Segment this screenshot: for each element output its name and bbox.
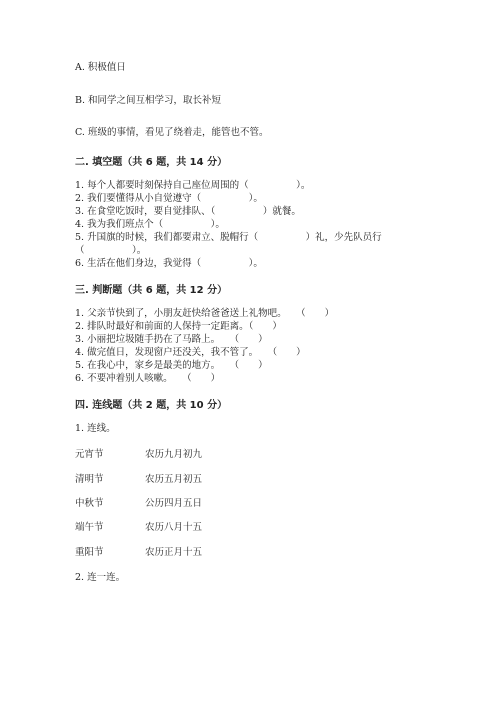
- fill-item: 2. 我们要懂得从小自觉遵守（ ）。: [75, 193, 263, 204]
- fill-item: 3. 在食堂吃饭时，要自觉排队、（ ）就餐。: [75, 206, 301, 217]
- match-right-item: 农历正月十五: [145, 547, 203, 558]
- judgment-item: 3. 小丽把垃圾随手扔在了马路上。 （ ）: [75, 334, 268, 345]
- match-left-item: 端午节: [75, 522, 104, 533]
- judgment-item: 5. 在我心中，家乡是最美的地方。 （ ）: [75, 360, 268, 371]
- match-left-item: 重阳节: [75, 547, 104, 558]
- fill-item: 4. 我为我们班点个（ ）。: [75, 219, 225, 230]
- section-heading-matching: 四. 连线题（共 2 题，共 10 分）: [75, 400, 228, 411]
- match-left-item: 中秋节: [75, 498, 104, 509]
- choice-a: A. 积极值日: [75, 62, 126, 73]
- match-right-item: 农历八月十五: [145, 522, 203, 533]
- section-heading-judgment: 三. 判断题（共 6 题，共 12 分）: [75, 285, 228, 296]
- section-heading-fill-blank: 二. 填空题（共 6 题，共 14 分）: [75, 157, 228, 168]
- matching-question-2: 2. 连一连。: [75, 572, 126, 583]
- choice-c: C. 班级的事情，看见了绕着走，能管也不管。: [75, 127, 269, 138]
- fill-item: 6. 生活在他们身边，我觉得（ ）。: [75, 258, 263, 269]
- fill-item-continuation: （ ）。: [75, 245, 147, 256]
- match-right-item: 公历四月五日: [145, 498, 203, 509]
- judgment-item: 4. 做完值日，发现窗户还没关，我不管了。 （ ）: [75, 347, 306, 358]
- match-right-item: 农历五月初五: [145, 474, 203, 485]
- judgment-item: 1. 父亲节快到了，小朋友赶快给爸爸送上礼物吧。 （ ）: [75, 308, 335, 319]
- match-left-item: 元宵节: [75, 449, 104, 460]
- fill-item: 5. 升国旗的时候，我们都要肃立、脱帽行（ ）礼，少先队员行: [75, 232, 382, 243]
- choice-b: B. 和同学之间互相学习，取长补短: [75, 95, 222, 106]
- match-right-item: 农历九月初九: [145, 449, 203, 460]
- judgment-item: 2. 排队时最好和前面的人保持一定距离。（ ）: [75, 321, 282, 332]
- judgment-item: 6. 不要冲着别人咳嗽。 （ ）: [75, 373, 221, 384]
- fill-item: 1. 每个人都要时刻保持自己座位周围的（ ）。: [75, 180, 311, 191]
- match-left-item: 清明节: [75, 474, 104, 485]
- matching-question-1: 1. 连线。: [75, 423, 116, 434]
